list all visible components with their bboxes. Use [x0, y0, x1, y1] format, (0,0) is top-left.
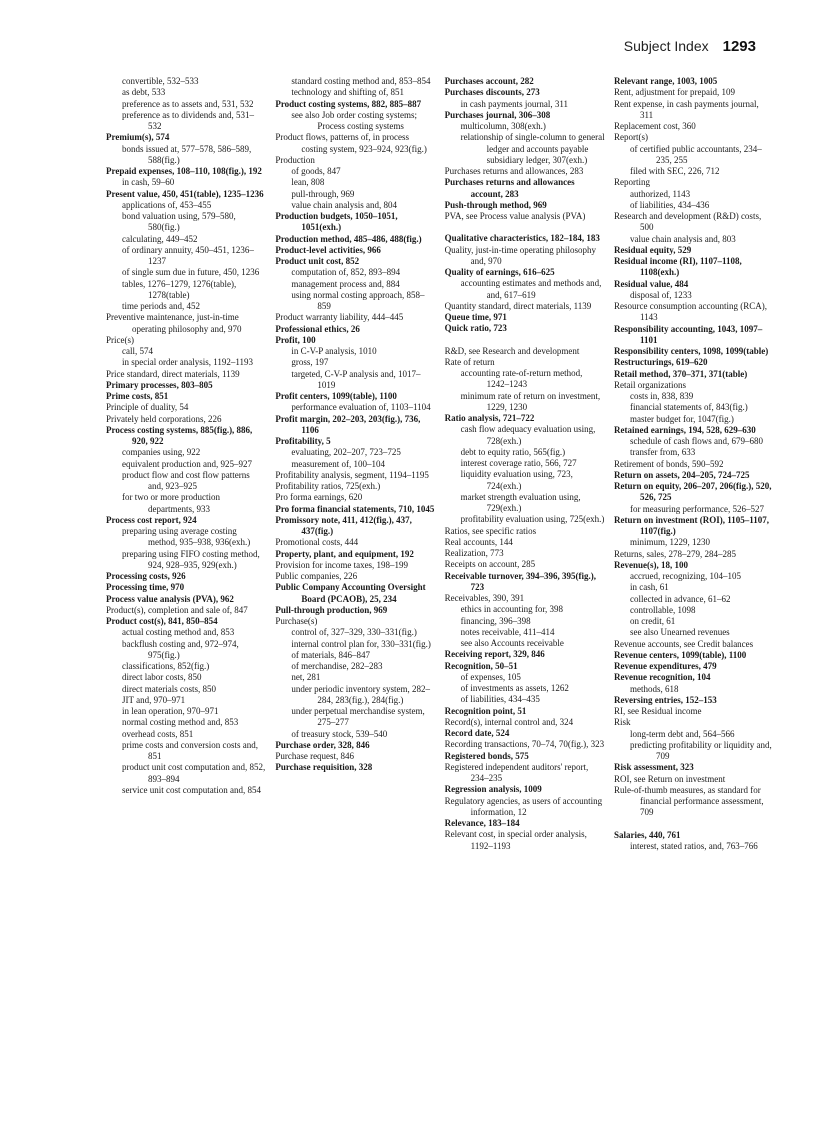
index-entry: Purchase order, 328, 846 — [275, 739, 370, 750]
index-entry: Purchases account, 282 — [444, 76, 534, 86]
index-entry: Present value, 450, 451(table), 1235–1236 — [106, 188, 264, 199]
index-subentry: value chain analysis and, 804 — [291, 199, 398, 210]
index-subentry: of materials, 846–847 — [291, 649, 371, 660]
index-entry: Quality, just-in-time operating philosophy and, 970 — [444, 244, 597, 266]
index-entry: Research and development (R&D) costs, 500 — [613, 211, 762, 233]
index-subentry: in special order analysis, 1192–1193 — [122, 357, 254, 368]
index-subentry: performance evaluation of, 1103–1104 — [291, 402, 431, 413]
index-entry: Rule-of-thumb measures, as standard for financial performance assessment, 709 — [613, 784, 764, 818]
index-entry: Recognition, 50–51 — [444, 660, 518, 671]
index-entry: Production — [275, 154, 315, 165]
index-subentry: of certified public accountants, 234–235, 255 — [629, 143, 762, 165]
index-entry: Relevance, 183–184 — [444, 818, 520, 828]
index-entry: Recording transactions, 70–74, 70(fig.), 323 — [444, 739, 605, 750]
index-subentry: lean, 808 — [291, 177, 325, 188]
index-subentry: preparing using FIFO costing method, 924, 928–935, 929(exh.) — [122, 548, 260, 570]
index-subentry: under perpetual merchandise system, 275–277 — [291, 706, 425, 728]
index-subentry: see also Unearned revenues — [629, 627, 730, 638]
index-subentry: accounting estimates and methods and, and, 617–619 — [460, 278, 602, 300]
index-subentry: time periods and, 452 — [122, 301, 200, 311]
index-entry: Rate of return — [444, 356, 495, 367]
index-entry: Registered independent auditors' report, 234–235 — [444, 761, 589, 783]
index-entry: Recognition point, 51 — [444, 705, 527, 716]
index-entry: Responsibility centers, 1098, 1099(table) — [613, 346, 769, 356]
index-entry: Preventive maintenance, just-in-time operating philosophy and, 970 — [106, 312, 242, 334]
page-number: 1293 — [722, 38, 756, 55]
index-entry: Receiving report, 329, 846 — [444, 649, 545, 660]
index-entry: Return on equity, 206–207, 206(fig.), 520, 526, 725 — [613, 481, 772, 503]
index-subentry: of merchandise, 282–283 — [291, 661, 383, 671]
index-subentry: costs in, 838, 839 — [629, 391, 694, 401]
index-entry: Profitability analysis, segment, 1194–1195 — [275, 469, 429, 480]
index-subentry: interest, stated ratios, and, 763–766 — [629, 840, 758, 851]
index-entry: Product warranty liability, 444–445 — [275, 312, 404, 323]
index-entry: Registered bonds, 575 — [444, 750, 529, 761]
index-subentry: minimum, 1229, 1230 — [629, 537, 710, 548]
index-entry: Returns, sales, 278–279, 284–285 — [613, 548, 736, 559]
index-entry: Process value analysis (PVA), 962 — [106, 593, 234, 604]
index-subentry: equivalent production and, 925–927 — [122, 458, 252, 469]
index-subentry: tables, 1276–1279, 1276(table), 1278(table) — [122, 278, 237, 300]
index-subentry: of ordinary annuity, 450–451, 1236–1237 — [122, 244, 254, 266]
index-entry: Purchases discounts, 273 — [444, 87, 540, 98]
index-subentry: cash flow adequacy evaluation using, 728(exh.) — [460, 424, 596, 446]
index-entry: Regulatory agencies, as users of accounting information, 12 — [444, 795, 603, 817]
index-subentry: standard costing method and, 853–854 — [291, 76, 431, 86]
index-entry: Revenue recognition, 104 — [613, 672, 711, 683]
index-subentry: of liabilities, 434–436 — [629, 199, 710, 210]
index-subentry: measurement of, 100–104 — [291, 458, 386, 469]
index-entry: Product flows, patterns of, in process costing system, 923–924, 923(fig.) — [275, 132, 427, 154]
index-subentry: debt to equity ratio, 565(fig.) — [460, 446, 566, 457]
index-entry: Return on assets, 204–205, 724–725 — [613, 469, 750, 480]
index-entry: Resource consumption accounting (RCA), 1143 — [613, 301, 767, 323]
index-entry: Residual value, 484 — [613, 278, 689, 289]
index-entry: Report(s) — [613, 132, 648, 143]
index-entry: Queue time, 971 — [444, 312, 507, 322]
index-entry: Pro forma financial statements, 710, 1045 — [275, 503, 435, 514]
index-entry: Production budgets, 1050–1051, 1051(exh.) — [275, 211, 398, 233]
index-subentry: of investments as assets, 1262 — [460, 683, 569, 693]
index-entry: Retained earnings, 194, 528, 629–630 — [613, 424, 756, 435]
index-entry: Realization, 773 — [444, 548, 504, 558]
index-subentry: direct materials costs, 850 — [122, 683, 216, 694]
index-subentry: master budget for, 1047(fig.) — [629, 413, 734, 424]
index-subentry: transfer from, 633 — [629, 447, 696, 458]
index-subentry: net, 281 — [291, 672, 321, 683]
index-subentry: pull-through, 969 — [291, 188, 355, 199]
index-entry: Return on investment (ROI), 1105–1107, 1107(fig.) — [613, 514, 769, 536]
index-entry: Promissory note, 411, 412(fig.), 437, 437(fig.) — [275, 514, 412, 536]
index-subentry: overhead costs, 851 — [122, 728, 194, 739]
index-entry: Retail organizations — [613, 379, 687, 390]
index-entry: Profitability ratios, 725(exh.) — [275, 481, 381, 491]
index-subentry: schedule of cash flows and, 679–680 — [629, 436, 763, 446]
index-column-4 — [614, 76, 774, 852]
index-entry: Receipts on account, 285 — [444, 559, 536, 570]
index-subentry: for measuring performance, 526–527 — [629, 503, 764, 514]
index-entry: Product unit cost, 852 — [275, 256, 360, 266]
index-subentry: normal costing method and, 853 — [122, 717, 239, 728]
index-entry: Profit, 100 — [275, 334, 316, 345]
index-entry: Purchases returns and allowances account, 283 — [444, 177, 575, 199]
index-entry: Primary processes, 803–805 — [106, 379, 213, 390]
index-entry: Public Company Accounting Oversight Board (PCAOB), 25, 234 — [275, 582, 426, 604]
index-columns — [106, 76, 774, 852]
index-subentry: actual costing method and, 853 — [122, 627, 235, 638]
index-entry: Product costing systems, 882, 885–887 — [275, 98, 422, 109]
index-subentry: under periodic inventory system, 282–284, 283(fig.), 284(fig.) — [291, 683, 431, 705]
index-subentry: in cash, 61 — [629, 582, 669, 593]
index-entry: RI, see Residual income — [613, 706, 702, 716]
index-subentry: accounting rate-of-return method, 1242–1243 — [460, 368, 583, 390]
index-subentry: bond valuation using, 579–580, 580(fig.) — [122, 211, 236, 233]
index-subentry: financial statements of, 843(fig.) — [629, 402, 748, 413]
index-entry: Receivables, 390, 391 — [444, 593, 525, 603]
index-subentry: companies using, 922 — [122, 447, 201, 458]
index-entry: Production method, 485–486, 488(fig.) — [275, 233, 422, 244]
index-entry: Ratio analysis, 721–722 — [444, 413, 535, 423]
index-subentry: prime costs and conversion costs and, 851 — [122, 739, 258, 761]
index-entry: Residual income (RI), 1107–1108, 1108(exh.) — [613, 256, 742, 278]
index-subentry: of treasury stock, 539–540 — [291, 728, 388, 739]
index-entry: Property, plant, and equipment, 192 — [275, 548, 414, 559]
index-entry: Quantity standard, direct materials, 1139 — [444, 300, 592, 311]
index-column-2 — [275, 76, 435, 852]
index-entry: Process cost report, 924 — [106, 514, 197, 525]
index-subentry: financing, 396–398 — [460, 615, 531, 626]
index-subentry: technology and shifting of, 851 — [291, 87, 405, 98]
index-subentry: in cash payments journal, 311 — [460, 98, 569, 109]
index-entry: Record date, 524 — [444, 728, 510, 738]
index-subentry: targeted, C-V-P analysis and, 1017–1019 — [291, 368, 421, 390]
index-subentry: service unit cost computation and, 854 — [122, 784, 261, 795]
index-entry: Purchase(s) — [275, 616, 318, 626]
index-entry: Regression analysis, 1009 — [444, 784, 542, 795]
index-entry: Prime costs, 851 — [106, 391, 169, 401]
index-subentry: classifications, 852(fig.) — [122, 661, 210, 671]
index-entry: Real accounts, 144 — [444, 536, 513, 547]
index-entry: R&D, see Research and development — [444, 345, 580, 356]
index-subentry: market strength evaluation using, 729(exh.) — [460, 491, 581, 513]
index-entry: Purchases returns and allowances, 283 — [444, 166, 584, 176]
index-subentry: interest coverage ratio, 566, 727 — [460, 458, 577, 468]
index-subentry: evaluating, 202–207, 723–725 — [291, 447, 401, 458]
running-head-title: Subject Index — [623, 38, 709, 54]
index-entry: Retail method, 370–371, 371(table) — [613, 368, 748, 379]
index-entry: Product-level activities, 966 — [275, 244, 381, 255]
index-subentry: preparing using average costing method, 935–938, 936(exh.) — [122, 526, 251, 548]
index-entry: Promotional costs, 444 — [275, 537, 359, 548]
index-subentry: see also Job order costing systems; Process costing systems — [291, 109, 418, 131]
index-entry: Pull-through production, 969 — [275, 604, 388, 615]
index-subentry: in lean operation, 970–971 — [122, 706, 219, 716]
index-subentry: gross, 197 — [291, 357, 329, 368]
index-entry: Ratios, see specific ratios — [444, 525, 537, 536]
index-column-3 — [445, 76, 605, 852]
index-subentry: predicting profitability or liquidity and, 709 — [629, 739, 772, 761]
index-entry: Public companies, 226 — [275, 571, 358, 581]
index-entry: Privately held corporations, 226 — [106, 413, 222, 424]
index-entry: Revenue centers, 1099(table), 1100 — [613, 649, 747, 660]
index-subentry: convertible, 532–533 — [122, 76, 199, 86]
index-subentry: disposal of, 1233 — [629, 289, 692, 300]
index-entry: Processing costs, 926 — [106, 571, 186, 581]
index-entry: Record(s), internal control and, 324 — [444, 716, 574, 727]
index-subentry: product unit cost computation and, 852, 893–894 — [122, 762, 266, 784]
index-entry: Quick ratio, 723 — [444, 323, 507, 334]
index-subentry: see also Accounts receivable — [460, 638, 564, 648]
index-subentry: for two or more production departments, 933 — [122, 492, 220, 514]
index-entry: Relevant cost, in special order analysis, 1192–1193 — [444, 829, 587, 851]
index-subentry: bonds issued at, 577–578, 586–589, 588(fig.) — [122, 143, 252, 165]
index-subentry: minimum rate of return on investment, 1229, 1230 — [460, 390, 601, 412]
index-entry: Profitability, 5 — [275, 436, 331, 446]
index-subentry: backflush costing and, 972–974, 975(fig.) — [122, 638, 239, 660]
index-entry: PVA, see Process value analysis (PVA) — [444, 211, 586, 221]
index-subentry: liquidity evaluation using, 723, 724(exh.) — [460, 469, 573, 491]
index-subentry: filed with SEC, 226, 712 — [629, 166, 720, 176]
index-subentry: in cash, 59–60 — [122, 177, 175, 188]
index-entry: ROI, see Return on investment — [613, 773, 726, 784]
index-subentry: of goods, 847 — [291, 166, 341, 176]
index-entry: Revenue(s), 18, 100 — [613, 559, 688, 570]
index-subentry: controllable, 1098 — [629, 604, 696, 615]
index-entry: Revenue expenditures, 479 — [613, 661, 717, 671]
index-subentry: applications of, 453–455 — [122, 199, 212, 210]
index-entry: Reporting — [613, 177, 650, 188]
index-entry: Relevant range, 1003, 1005 — [613, 76, 718, 86]
index-entry: Salaries, 440, 761 — [613, 829, 681, 840]
index-subentry: of expenses, 105 — [460, 671, 521, 682]
index-subentry: using normal costing approach, 858–859 — [291, 289, 425, 311]
index-subentry: preference as to dividends and, 531–532 — [122, 109, 254, 131]
index-entry: Push-through method, 969 — [444, 199, 547, 210]
index-subentry: on credit, 61 — [629, 616, 676, 626]
index-entry: Prepaid expenses, 108–110, 108(fig.), 192 — [106, 166, 262, 176]
index-entry: Profit centers, 1099(table), 1100 — [275, 391, 397, 401]
index-entry: Price(s) — [106, 334, 134, 345]
index-entry: Purchase requisition, 328 — [275, 762, 373, 773]
index-subentry: authorized, 1143 — [629, 188, 691, 199]
index-entry: Replacement cost, 360 — [613, 121, 696, 131]
index-subentry: notes receivable, 411–414 — [460, 626, 555, 637]
index-subentry: profitability evaluation using, 725(exh.) — [460, 514, 605, 525]
index-entry: Revenue accounts, see Credit balances — [613, 638, 754, 649]
index-entry: Receivable turnover, 394–396, 395(fig.), 723 — [444, 570, 597, 592]
index-column-1 — [106, 76, 266, 852]
index-entry: Principle of duality, 54 — [106, 402, 189, 413]
index-subentry: as debt, 533 — [122, 87, 166, 98]
index-entry: Reversing entries, 152–153 — [613, 694, 717, 705]
index-subentry: of liabilities, 434–435 — [460, 694, 540, 705]
index-entry: Purchase request, 846 — [275, 751, 355, 761]
index-entry: Profit margin, 202–203, 203(fig.), 736, 1106 — [275, 413, 421, 435]
index-subentry: calculating, 449–452 — [122, 233, 198, 244]
index-subentry: ethics in accounting for, 398 — [460, 604, 564, 615]
index-subentry: product flow and cost flow patterns and, 923–925 — [122, 469, 250, 491]
index-subentry: call, 574 — [122, 346, 153, 356]
index-entry: Residual equity, 529 — [613, 244, 692, 255]
index-entry: Rent expense, in cash payments journal, 311 — [613, 98, 759, 120]
index-entry: Responsibility accounting, 1043, 1097–1101 — [613, 323, 763, 345]
index-entry: Restructurings, 619–620 — [613, 357, 708, 368]
index-entry: Purchases journal, 306–308 — [444, 109, 551, 120]
index-entry: Product cost(s), 841, 850–854 — [106, 616, 218, 626]
index-subentry: control of, 327–329, 330–331(fig.) — [291, 627, 417, 638]
index-entry: Risk — [613, 717, 631, 728]
index-entry: Price standard, direct materials, 1139 — [106, 368, 240, 379]
index-subentry: multicolumn, 308(exh.) — [460, 121, 546, 131]
index-subentry: JIT and, 970–971 — [122, 694, 186, 705]
index-entry: Rent, adjustment for prepaid, 109 — [613, 87, 735, 98]
index-subentry: long-term debt and, 564–566 — [629, 728, 735, 739]
index-entry: Provision for income taxes, 198–199 — [275, 559, 409, 570]
index-entry: Processing time, 970 — [106, 582, 185, 593]
index-entry: Process costing systems, 885(fig.), 886, 920, 922 — [106, 424, 253, 446]
index-subentry: in C-V-P analysis, 1010 — [291, 346, 377, 356]
index-entry: Quality of earnings, 616–625 — [444, 267, 555, 277]
index-entry: Retirement of bonds, 590–592 — [613, 458, 724, 469]
index-subentry: internal control plan for, 330–331(fig.) — [291, 638, 431, 649]
index-subentry: accrued, recognizing, 104–105 — [629, 571, 741, 581]
index-subentry: methods, 618 — [629, 683, 679, 694]
index-subentry: value chain analysis and, 803 — [629, 233, 736, 244]
index-subentry: computation of, 852, 893–894 — [291, 267, 401, 278]
index-subentry: collected in advance, 61–62 — [629, 593, 731, 604]
index-subentry: direct labor costs, 850 — [122, 672, 202, 683]
index-entry: Product(s), completion and sale of, 847 — [106, 604, 248, 615]
index-entry: Risk assessment, 323 — [613, 762, 694, 773]
index-subentry: management process and, 884 — [291, 278, 400, 289]
index-subentry: preference as to assets and, 531, 532 — [122, 98, 254, 109]
index-subentry: of single sum due in future, 450, 1236 — [122, 267, 260, 278]
index-entry: Professional ethics, 26 — [275, 323, 360, 334]
index-subentry: relationship of single-column to general ledger and accounts payable subsidiary ledger, 307(exh.) — [460, 132, 605, 165]
index-entry: Premium(s), 574 — [106, 132, 170, 143]
index-entry: Pro forma earnings, 620 — [275, 492, 363, 503]
index-entry: Qualitative characteristics, 182–184, 183 — [444, 233, 600, 244]
page-header — [624, 38, 756, 55]
